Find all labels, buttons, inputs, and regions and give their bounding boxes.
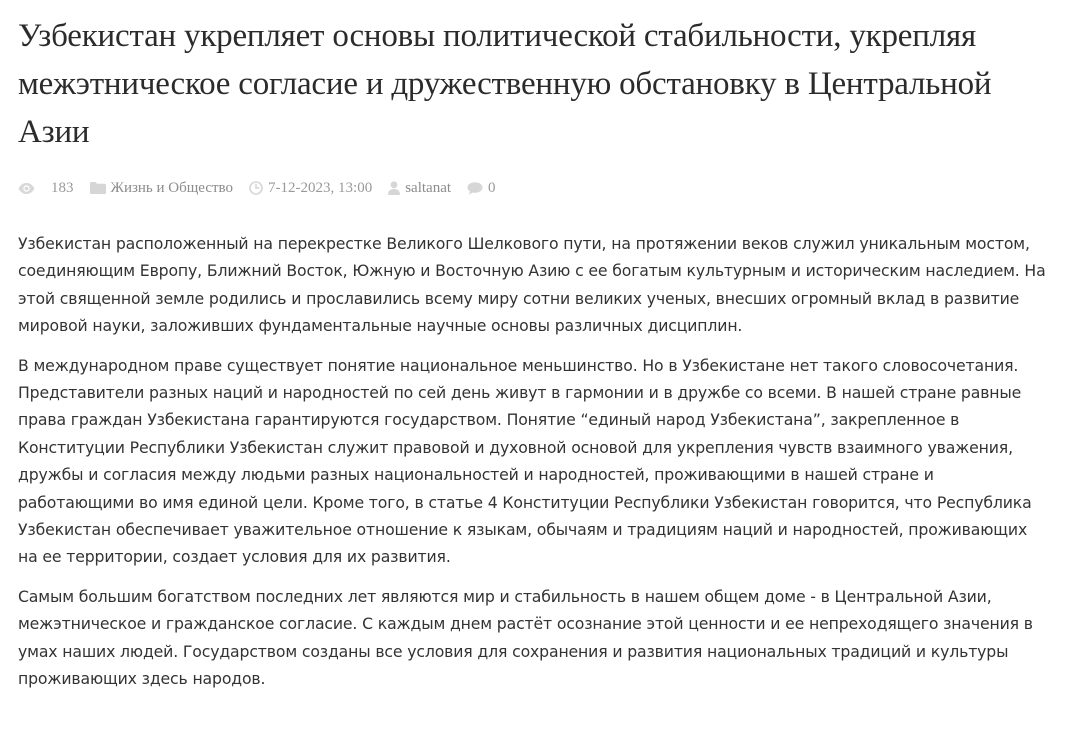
date-value: 7-12-2023, 13:00 — [268, 179, 373, 196]
eye-icon — [18, 183, 35, 194]
paragraph: Узбекистан расположенный на перекрестке Великого Шелкового пути, на протяжении веков служил уникальным мостом, соединяющим Европу, Ближний Восток, Южную и Восточную Азию с ее богатым культурным и историческим наследием. На этой священной земле родились и прославились всему миру сотни великих ученых, внесших огромный вклад в развитие мировой науки, заложивших фундаментальные научные основы различных дисциплин. — [18, 234, 1046, 336]
folder-icon — [90, 182, 106, 194]
paragraph: Самым большим богатством последних лет являются мир и стабильность в нашем общем доме - в Центральной Азии, межэтническое и гражданское согласие. С каждым днем растёт осознание этой ценности и ее непреходящего значения в умах наших людей. Государством созданы все условия для сохранения и развития национальных традиций и культуры проживающих здесь народов. — [18, 586, 1033, 689]
article-title: Узбекистан укрепляет основы политической стабильности, укрепляя межэтническое согласие и дружественную обстановку в Центральной Азии — [18, 18, 992, 150]
publish-date — [249, 180, 372, 197]
user-icon — [388, 181, 400, 195]
views-count — [18, 180, 74, 197]
comments-count[interactable] — [467, 180, 496, 197]
article-meta — [18, 177, 1048, 199]
article — [18, 12, 1048, 705]
author-link[interactable]: saltanat — [405, 179, 452, 196]
comments-value: 0 — [488, 179, 496, 196]
article-body — [18, 230, 1048, 693]
views-value: 183 — [51, 179, 74, 196]
author[interactable] — [388, 180, 451, 197]
paragraph: В международном праве существует понятие национальное меньшинство. Но в Узбекистане нет такого словосочетания. Представители разных наций и народностей по сей день живут в гармонии и в дружбе со всеми. В нашей стране равные права граждан Узбекистана гарантируются государством. Понятие “единый народ Узбекистана”, закрепленное в Конституции Республики Узбекистан служит правовой и духовной основой для укрепления чувств взаимного уважения, дружбы и согласия между людьми разных национальностей и народностей, проживающими в нашей стране и работающими во имя единой цели. Кроме того, в статье 4 Конституции Республики Узбекистан говорится, что Республика Узбекистан обеспечивает уважительное отношение к языкам, обычаям и традициям наций и народностей, проживающих на ее территории, создает условия для их развития. — [18, 355, 1032, 567]
category[interactable] — [90, 180, 234, 197]
clock-icon — [249, 181, 263, 195]
comment-icon — [467, 182, 483, 195]
category-link[interactable]: Жизнь и Общество — [110, 179, 234, 196]
